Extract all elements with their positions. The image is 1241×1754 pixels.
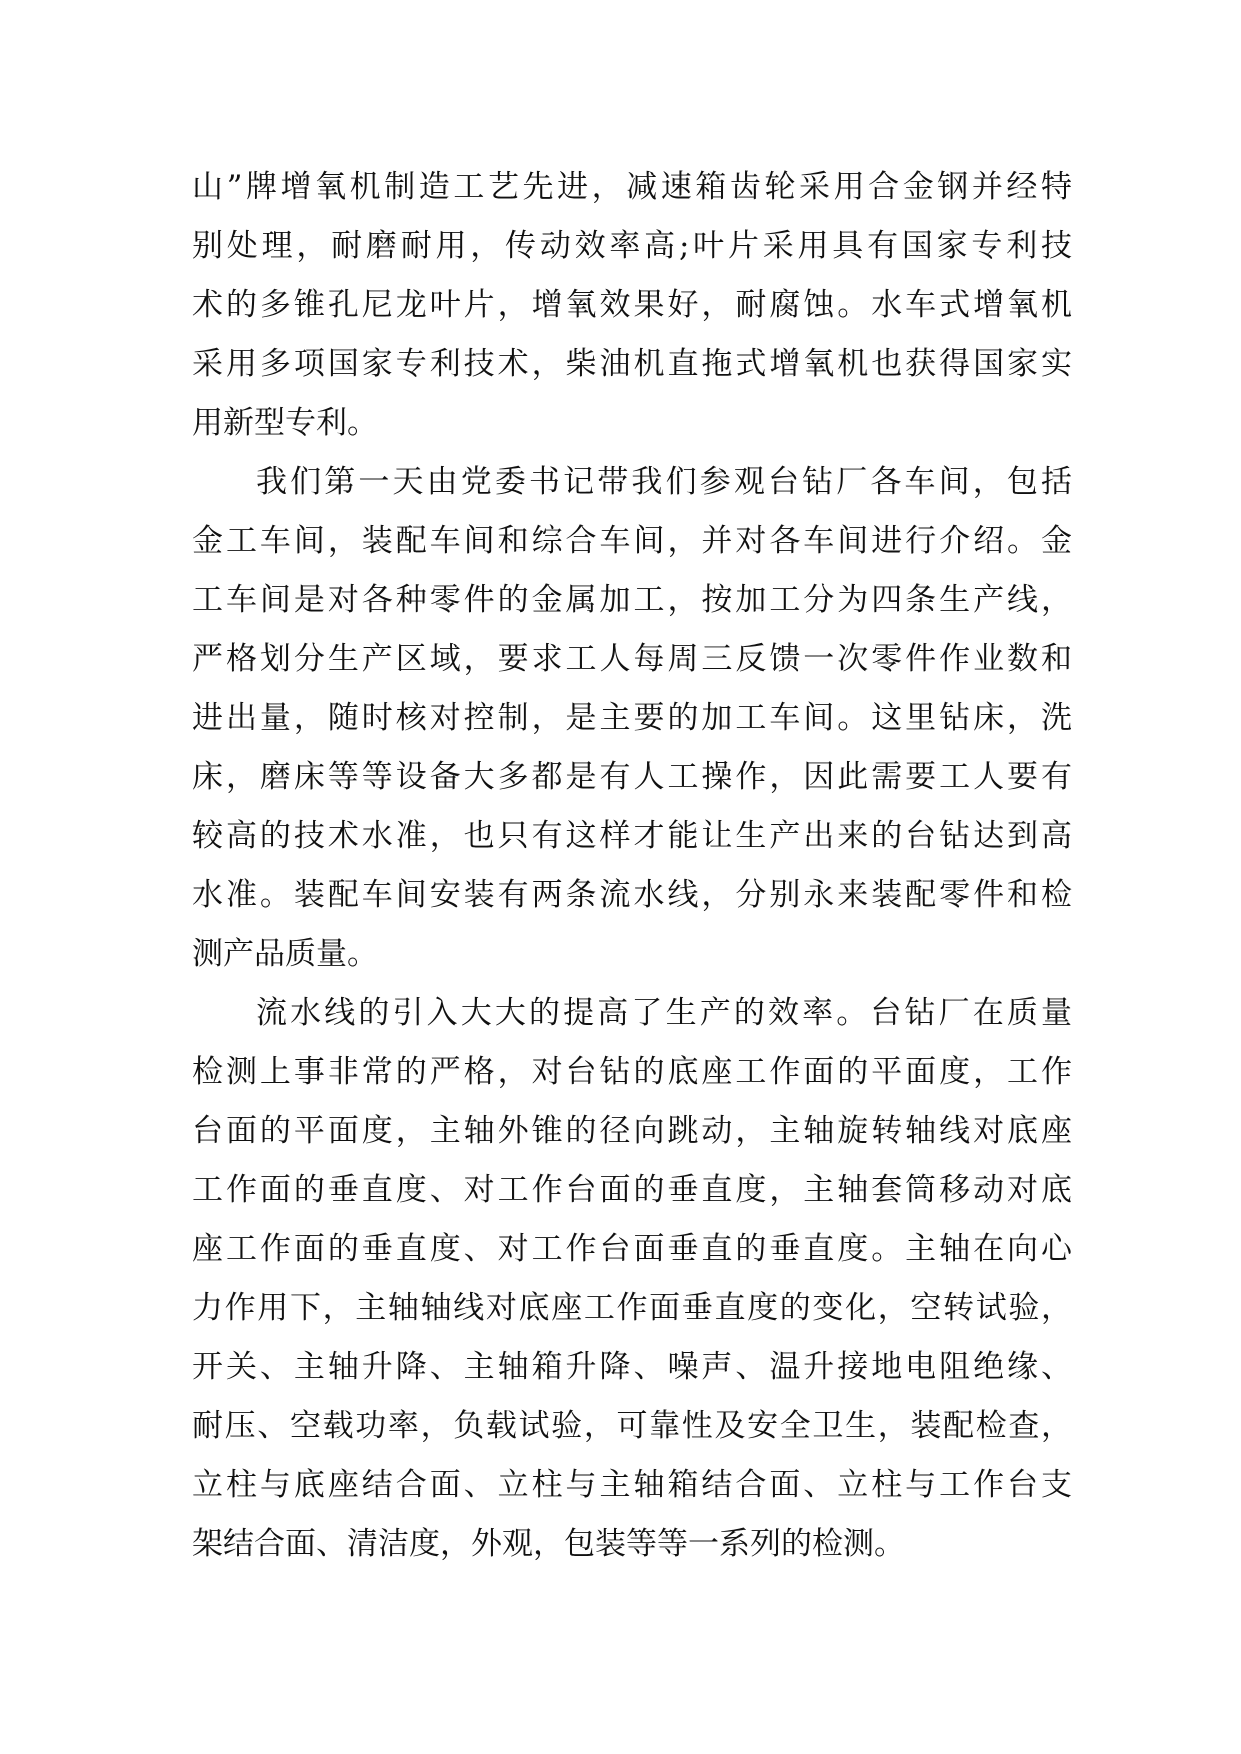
text-line: 术的多锥孔尼龙叶片，增氧效果好，耐腐蚀。水车式增氧机 — [192, 287, 1072, 323]
text-line: 进出量，随时核对控制，是主要的加工车间。这里钻床，洗 — [192, 700, 1072, 736]
text-line: 床，磨床等等设备大多都是有人工操作，因此需要工人要有 — [192, 759, 1072, 795]
text-line: 较高的技术水准，也只有这样才能让生产出来的台钻达到高 — [192, 818, 1072, 854]
text-line: 耐压、空载功率，负载试验，可靠性及安全卫生，装配检查， — [192, 1408, 1072, 1444]
text-line: 流水线的引入大大的提高了生产的效率。台钻厂在质量 — [256, 995, 1072, 1031]
text-line: 我们第一天由党委书记带我们参观台钻厂各车间，包括 — [256, 464, 1072, 500]
text-line: 立柱与底座结合面、立柱与主轴箱结合面、立柱与工作台支 — [192, 1467, 1072, 1503]
text-line: 严格划分生产区域，要求工人每周三反馈一次零件作业数和 — [192, 641, 1072, 677]
text-line: 架结合面、清洁度，外观，包装等等一系列的检测。 — [192, 1526, 905, 1562]
text-line: 测产品质量。 — [192, 936, 378, 972]
text-line: 台面的平面度，主轴外锥的径向跳动，主轴旋转轴线对底座 — [192, 1113, 1072, 1149]
text-line: 用新型专利。 — [192, 405, 378, 441]
text-line: 水准。装配车间安装有两条流水线，分别永来装配零件和检 — [192, 877, 1072, 913]
text-line: 检测上事非常的严格，对台钻的底座工作面的平面度，工作 — [192, 1054, 1072, 1090]
text-line: 山”牌增氧机制造工艺先进，减速箱齿轮采用合金钢并经特 — [192, 169, 1072, 205]
text-line: 别处理，耐磨耐用，传动效率高;叶片采用具有国家专利技 — [192, 228, 1072, 264]
text-line: 工作面的垂直度、对工作台面的垂直度，主轴套筒移动对底 — [192, 1172, 1072, 1208]
text-line: 座工作面的垂直度、对工作台面垂直的垂直度。主轴在向心 — [192, 1231, 1072, 1267]
text-line: 金工车间，装配车间和综合车间，并对各车间进行介绍。金 — [192, 523, 1072, 559]
text-line: 力作用下，主轴轴线对底座工作面垂直度的变化，空转试验， — [192, 1290, 1072, 1326]
body-text — [192, 158, 1072, 1574]
text-line: 工车间是对各种零件的金属加工，按加工分为四条生产线， — [192, 582, 1072, 618]
text-line: 采用多项国家专利技术，柴油机直拖式增氧机也获得国家实 — [192, 346, 1072, 382]
text-line: 开关、主轴升降、主轴箱升降、噪声、温升接地电阻绝缘、 — [192, 1349, 1072, 1385]
